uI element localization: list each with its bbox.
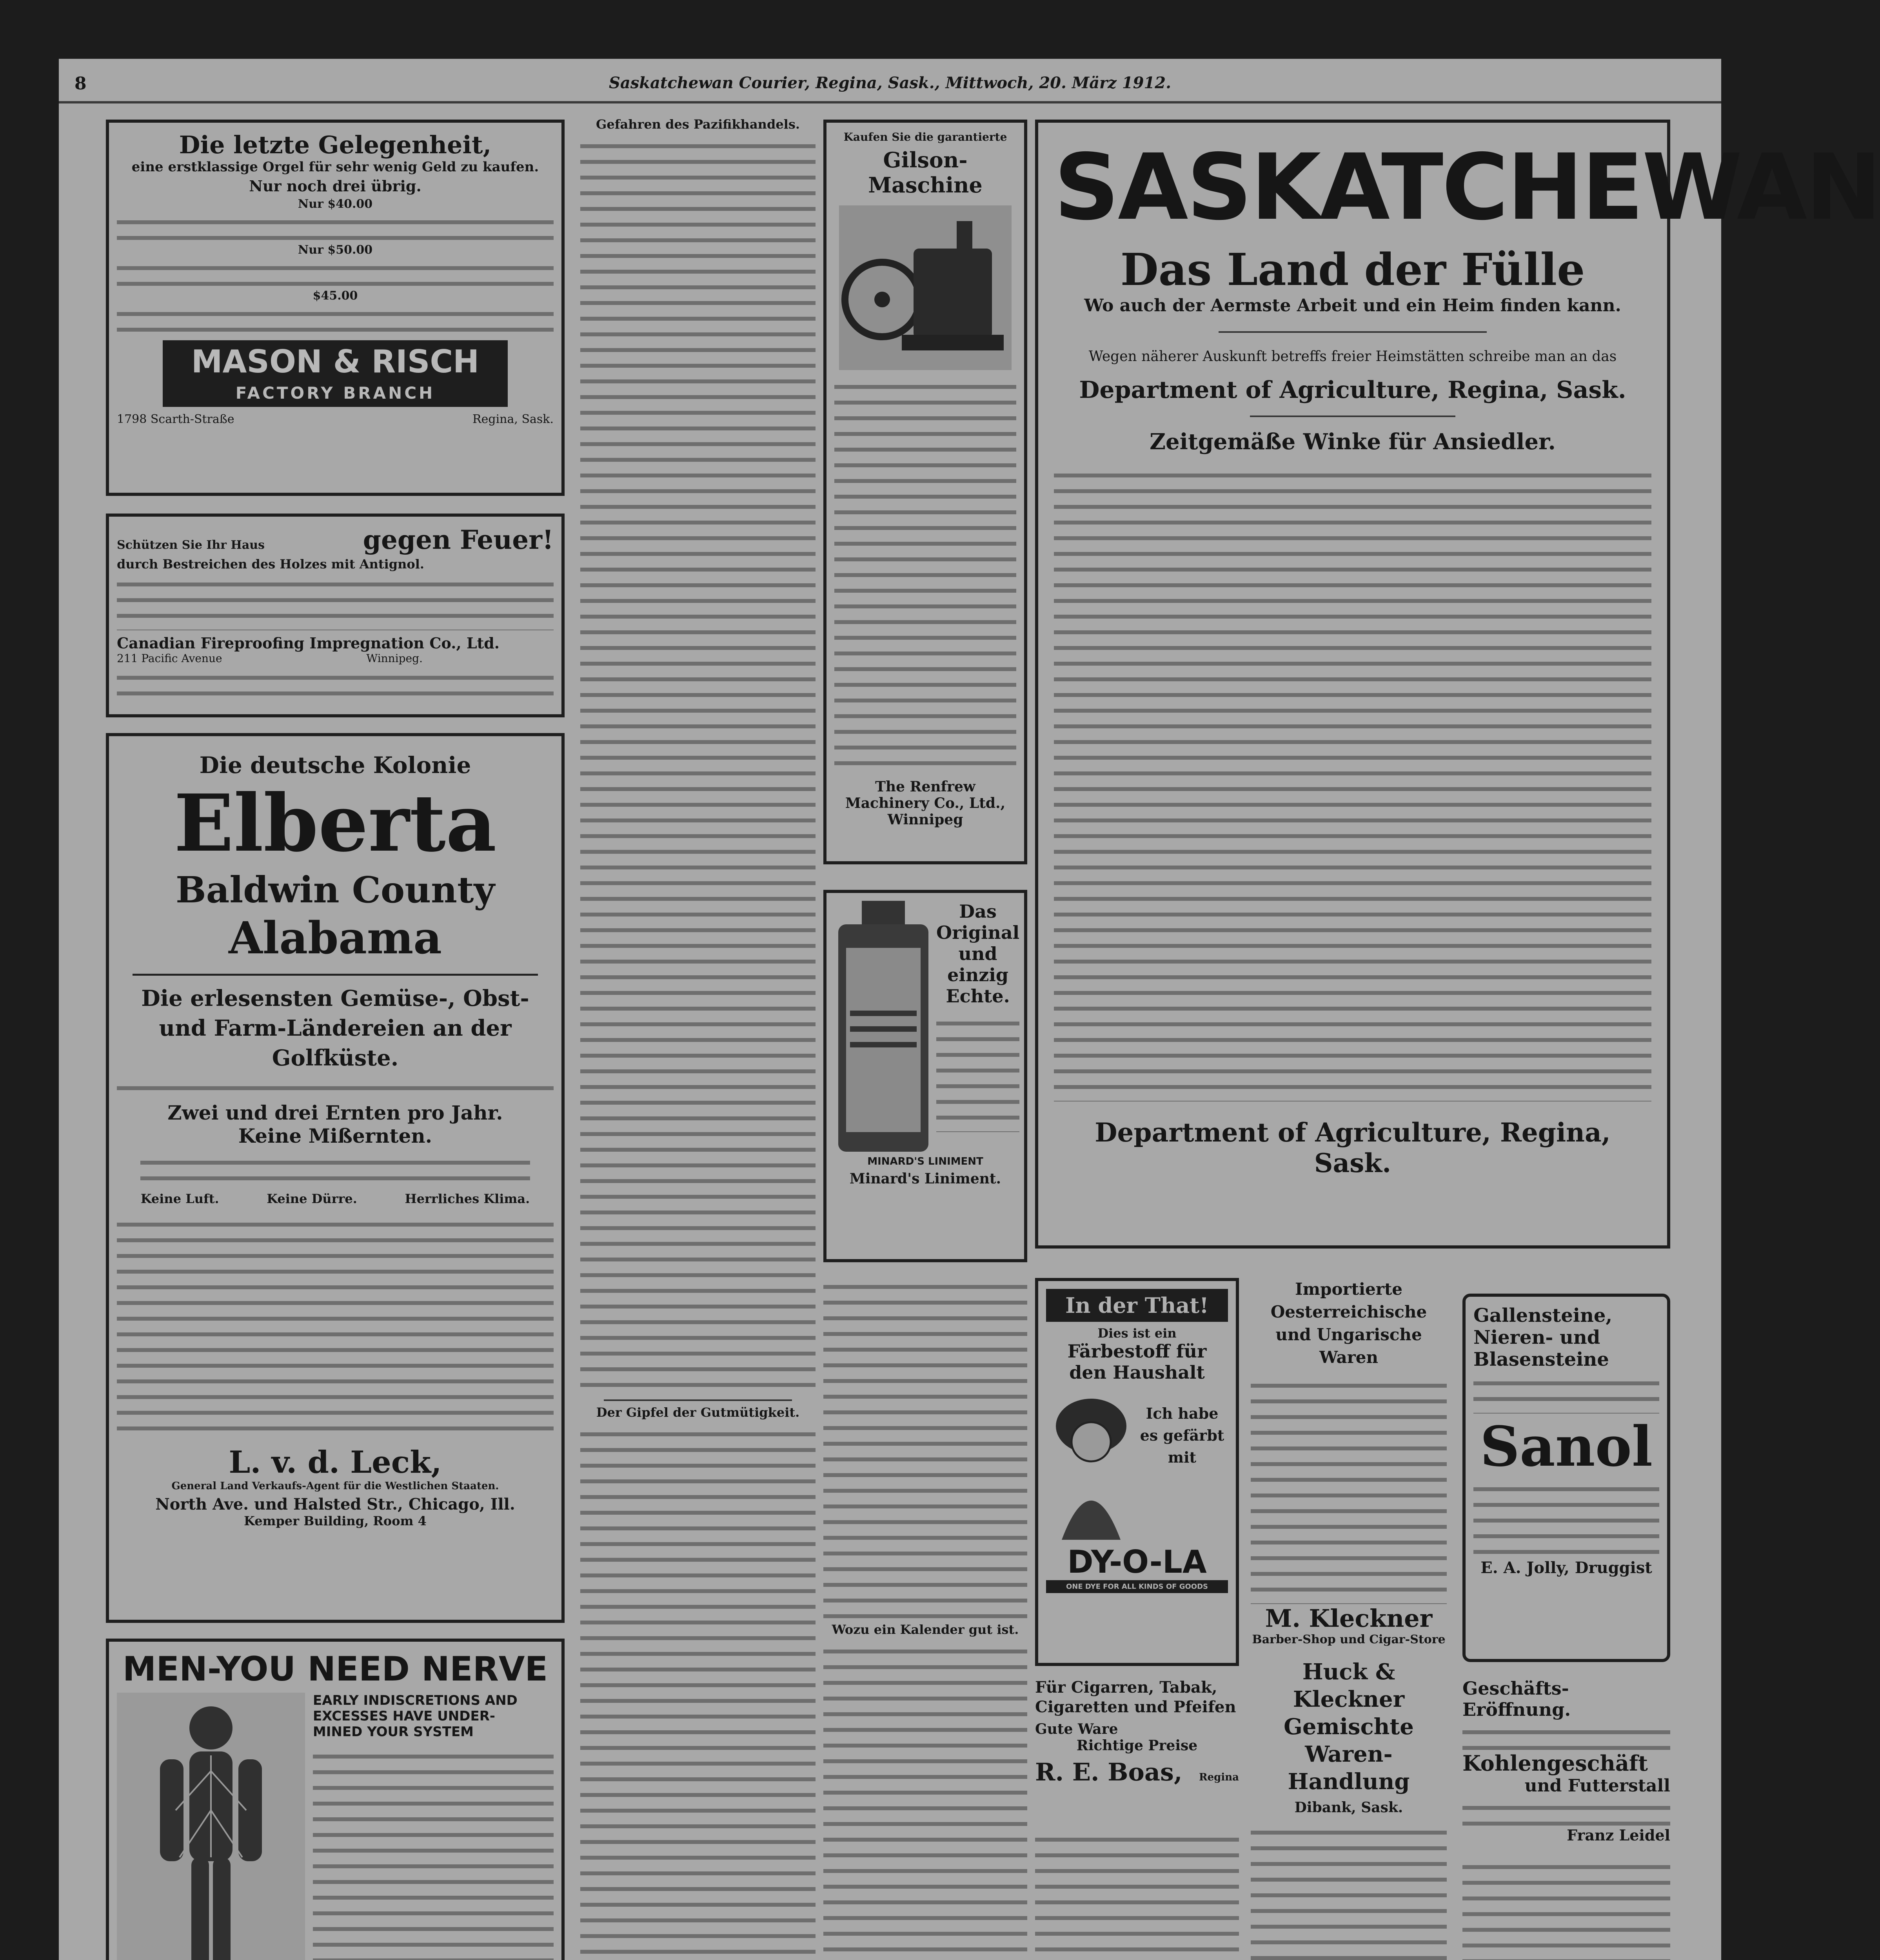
mason-price-3: $45.00 xyxy=(312,289,358,303)
elberta-climate-1: Keine Luft. xyxy=(140,1191,219,1206)
minards-bottle-label: MINARD'S LINIMENT xyxy=(867,1156,983,1167)
elberta-state: Alabama xyxy=(229,913,442,964)
dyola-brand: DY-O-LA xyxy=(1067,1544,1207,1580)
saskatchewan-ad xyxy=(1035,120,1880,1249)
page-header xyxy=(59,74,1721,103)
leidel-name: Franz Leidel xyxy=(1567,1826,1670,1844)
sask-subtitle: Das Land der Fülle xyxy=(1120,244,1585,296)
boas-gute-ware: Gute Ware xyxy=(1035,1721,1118,1737)
sask-dept: Department of Agriculture, Regina, Sask. xyxy=(1079,376,1626,404)
mason-headline: Die letzte Gelegenheit, xyxy=(179,131,492,159)
huck-city: Dibank, Sask. xyxy=(1294,1799,1403,1816)
boas-place: Regina xyxy=(1199,1771,1239,1783)
mason-city: Regina, Sask. xyxy=(472,412,554,426)
antignol-company: Canadian Fireproofing Impregnation Co., Ltd. xyxy=(117,634,500,652)
mason-price-1: Nur $40.00 xyxy=(298,197,373,211)
sanol-ad xyxy=(1462,1294,1670,1662)
minards-title-1: Das xyxy=(959,901,997,922)
dyola-line-1: Dies ist ein xyxy=(1097,1326,1177,1341)
sanol-line-3: Blasensteine xyxy=(1473,1348,1609,1370)
gilson-ad xyxy=(823,120,1027,864)
antignol-line1: Schützen Sie Ihr Haus xyxy=(117,538,265,552)
sanol-brand: Sanol xyxy=(1480,1415,1653,1479)
dyola-quote: Ich habe es gefärbt mit xyxy=(1140,1405,1224,1466)
article-title-gutmuetigkeit: Der Gipfel der Gutmütigkeit. xyxy=(596,1405,800,1420)
gilson-title: Gilson-Maschine xyxy=(868,147,983,198)
kleckner-shop: Barber-Shop und Cigar-Store xyxy=(1252,1633,1446,1646)
elberta-title: Elberta xyxy=(174,777,497,869)
kleckner-title: Importierte Oesterreichische und Ungarische Waren xyxy=(1270,1279,1427,1367)
leidel-futter: und Futterstall xyxy=(1524,1776,1670,1796)
boas-ad xyxy=(1035,1678,1239,1819)
gilson-headline: Kaufen Sie die garantierte xyxy=(843,131,1007,143)
dyola-line-2: Färbestoff für den Haushalt xyxy=(1067,1341,1207,1383)
sanol-druggist: E. A. Jolly, Druggist xyxy=(1480,1559,1652,1577)
minards-title-4: einzig xyxy=(947,964,1009,985)
elberta-climate-2: Keine Dürre. xyxy=(267,1191,357,1206)
mason-price-2: Nur $50.00 xyxy=(298,243,373,257)
mason-brand: MASON & RISCH xyxy=(191,343,480,380)
sask-tagline: Wo auch der Aermste Arbeit und ein Heim finden kann. xyxy=(1084,296,1621,316)
elberta-agent-building: Kemper Building, Room 4 xyxy=(244,1514,427,1528)
sanol-line-2: Nieren- und xyxy=(1473,1327,1600,1348)
dyola-ad xyxy=(1035,1278,1239,1666)
mason-branch: FACTORY BRANCH xyxy=(235,383,435,403)
column-2 xyxy=(580,114,816,1960)
kennedy-sub-1: EARLY INDISCRETIONS AND xyxy=(313,1693,518,1708)
elberta-county: Baldwin County xyxy=(175,869,495,911)
dyola-woman-illustration xyxy=(1046,1391,1136,1540)
leidel-kohlen: Kohlengeschäft xyxy=(1462,1751,1648,1776)
gilson-company: The Renfrew Machinery Co., Ltd., Winnipeg xyxy=(845,779,1006,828)
column-3-articles xyxy=(823,1278,1027,1960)
anatomy-figure xyxy=(117,1693,305,1960)
antignol-line3: durch Bestreichen des Holzes mit Antignol. xyxy=(117,557,425,572)
antignol-ad xyxy=(106,514,565,717)
elberta-ad xyxy=(106,733,565,1623)
article-body-pacific xyxy=(580,137,816,1392)
leidel-ad xyxy=(1462,1678,1670,1842)
kennedy-sub-2: EXCESSES HAVE UNDER- xyxy=(313,1708,496,1724)
sask-dept-footer: Department of Agriculture, Regina, Sask. xyxy=(1095,1117,1611,1178)
huck-kleckner-ad xyxy=(1251,1658,1447,1960)
antignol-line2: gegen Feuer! xyxy=(363,524,554,555)
mason-only-three: Nur noch drei übrig. xyxy=(249,177,421,195)
gilson-engine-image xyxy=(839,205,1012,370)
col6-news xyxy=(1462,1858,1670,1960)
dyola-tagline: ONE DYE FOR ALL KINDS OF GOODS xyxy=(1046,1580,1228,1593)
article-title-pacific: Gefahren des Pazifikhandels. xyxy=(596,117,800,132)
mason-risch-logo xyxy=(163,340,508,407)
antignol-street: 211 Pacific Avenue xyxy=(117,652,222,665)
kennedy-ad xyxy=(106,1639,565,1960)
elberta-agent: L. v. d. Leck, xyxy=(229,1445,442,1480)
elberta-climate-3: Herrliches Klima. xyxy=(405,1191,530,1206)
kleckner-name: M. Kleckner xyxy=(1265,1604,1433,1633)
sask-tips: Zeitgemäße Winke für Ansiedler. xyxy=(1150,429,1556,455)
minards-brand: Minard's Liniment. xyxy=(849,1171,1001,1187)
elberta-harvests: Zwei und drei Ernten pro Jahr. xyxy=(167,1101,503,1124)
antignol-city: Winnipeg. xyxy=(366,652,423,665)
sask-tips-body xyxy=(1054,466,1651,1102)
kennedy-headline: MEN-YOU NEED NERVE xyxy=(122,1650,548,1689)
newspaper-page xyxy=(59,59,1880,1960)
minards-title-3: und xyxy=(958,943,997,964)
dyola-headline: In der That! xyxy=(1046,1289,1228,1322)
kleckner-ad xyxy=(1251,1278,1447,1646)
mason-subline: eine erstklassige Orgel für sehr wenig Geld zu kaufen. xyxy=(131,159,539,175)
masthead: Saskatchewan Courier, Regina, Sask., Mittwoch, 20. März 1912. xyxy=(609,74,1172,92)
mason-address: 1798 Scarth-Straße xyxy=(117,412,234,426)
boas-name: R. E. Boas, xyxy=(1035,1758,1182,1786)
sask-title: SASKATCHEWAN xyxy=(1054,134,1880,240)
col4-news xyxy=(1035,1831,1239,1960)
article-title-kalender: Wozu ein Kalender gut ist. xyxy=(832,1622,1019,1637)
elberta-agent-address: North Ave. und Halsted Str., Chicago, Ill. xyxy=(155,1495,515,1514)
elberta-subtitle: Die erlesensten Gemüse-, Obst- und Farm-Ländereien an der Golfküste. xyxy=(141,985,529,1071)
mason-risch-ad xyxy=(106,120,565,496)
sask-inquiry: Wegen näherer Auskunft betreffs freier Heimstätten schreibe man an das xyxy=(1088,348,1617,365)
minards-title-2: Original xyxy=(936,922,1020,943)
boas-title: Für Cigarren, Tabak, Cigaretten und Pfeifen xyxy=(1035,1678,1236,1716)
kennedy-sub-3: MINED YOUR SYSTEM xyxy=(313,1724,474,1740)
elberta-kicker: Die deutsche Kolonie xyxy=(199,752,471,779)
sanol-line-1: Gallensteine, xyxy=(1473,1305,1613,1327)
elberta-agent-title: General Land Verkaufs-Agent für die Westlichen Staaten. xyxy=(171,1480,499,1492)
page-number: 8 xyxy=(74,74,87,94)
minards-title-5: Echte. xyxy=(946,985,1010,1007)
minards-bottle xyxy=(834,901,932,1152)
article-body-gutmuetigkeit xyxy=(580,1425,816,1960)
boas-preise: Richtige Preise xyxy=(1076,1737,1198,1754)
leidel-headline: Geschäfts-Eröffnung. xyxy=(1462,1678,1571,1720)
elberta-no-failures: Keine Mißernten. xyxy=(238,1124,432,1147)
huck-title: Huck & Kleckner Gemischte Waren-Handlung xyxy=(1284,1659,1414,1795)
minards-ad xyxy=(823,890,1027,1262)
